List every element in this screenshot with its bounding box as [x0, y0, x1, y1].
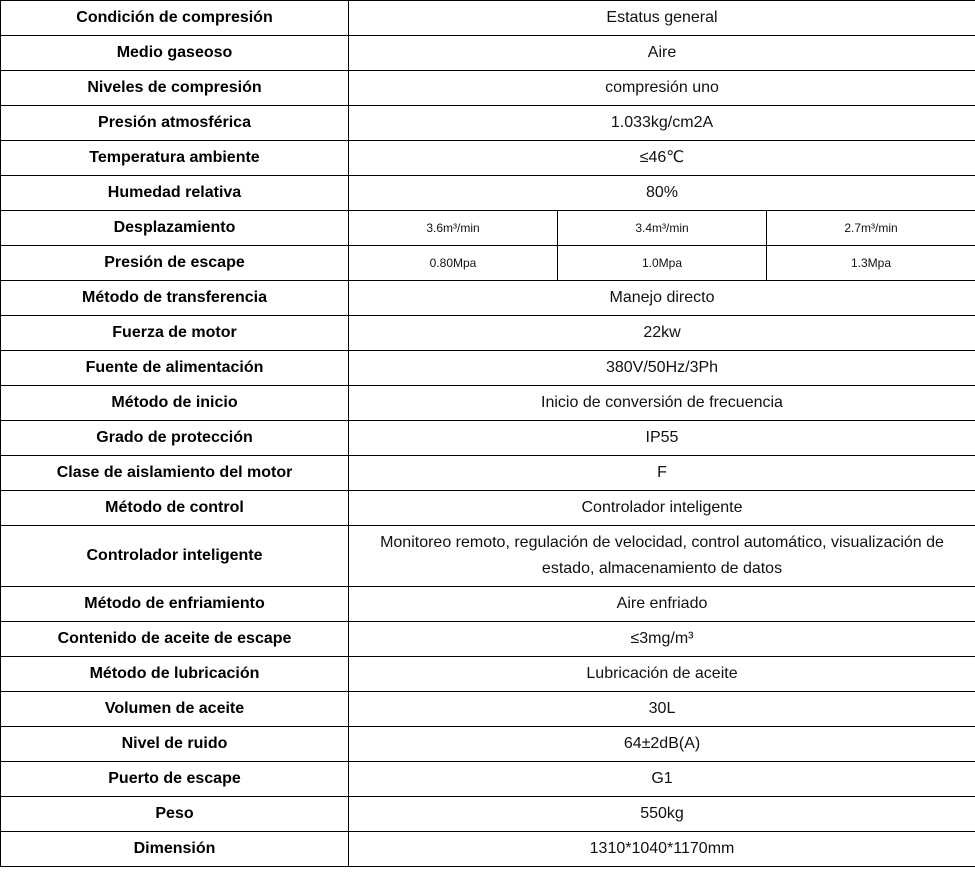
row-value: Inicio de conversión de frecuencia	[349, 386, 975, 421]
row-value: ≤46℃	[349, 141, 975, 176]
table-row	[1, 587, 975, 622]
row-label: Humedad relativa	[1, 176, 349, 211]
row-value: Aire enfriado	[349, 587, 975, 622]
row-label: Condición de compresión	[1, 1, 349, 36]
row-label: Peso	[1, 797, 349, 832]
row-value: 2.7m³/min	[767, 211, 975, 246]
row-value: 380V/50Hz/3Ph	[349, 351, 975, 386]
row-label: Fuente de alimentación	[1, 351, 349, 386]
table-row	[1, 526, 975, 587]
table-row	[1, 421, 975, 456]
table-row	[1, 246, 975, 281]
row-value: G1	[349, 762, 975, 797]
table-row	[1, 176, 975, 211]
row-value: 3.6m³/min	[349, 211, 558, 246]
table-row	[1, 491, 975, 526]
table-row	[1, 762, 975, 797]
row-value: 0.80Mpa	[349, 246, 558, 281]
row-label: Desplazamiento	[1, 211, 349, 246]
row-label: Puerto de escape	[1, 762, 349, 797]
row-value: Aire	[349, 36, 975, 71]
row-label: Clase de aislamiento del motor	[1, 456, 349, 491]
row-value: Manejo directo	[349, 281, 975, 316]
table-row	[1, 832, 975, 867]
row-label: Contenido de aceite de escape	[1, 622, 349, 657]
row-label: Método de control	[1, 491, 349, 526]
row-value: Estatus general	[349, 1, 975, 36]
row-label: Presión de escape	[1, 246, 349, 281]
table-row	[1, 657, 975, 692]
row-label: Nivel de ruido	[1, 727, 349, 762]
table-row	[1, 456, 975, 491]
row-value: 550kg	[349, 797, 975, 832]
row-value: 3.4m³/min	[558, 211, 767, 246]
row-label: Dimensión	[1, 832, 349, 867]
row-label: Temperatura ambiente	[1, 141, 349, 176]
table-row	[1, 727, 975, 762]
row-label: Controlador inteligente	[1, 526, 349, 587]
row-label: Volumen de aceite	[1, 692, 349, 727]
table-row	[1, 622, 975, 657]
row-value: 22kw	[349, 316, 975, 351]
row-label: Método de enfriamiento	[1, 587, 349, 622]
row-label: Medio gaseoso	[1, 36, 349, 71]
row-label: Método de lubricación	[1, 657, 349, 692]
row-value: 1.033kg/cm2A	[349, 106, 975, 141]
row-value: 30L	[349, 692, 975, 727]
row-value: Monitoreo remoto, regulación de velocidad, control automático, visualización de estado, almacenamiento de datos	[349, 526, 975, 587]
table-row	[1, 71, 975, 106]
row-label: Fuerza de motor	[1, 316, 349, 351]
row-value: ≤3mg/m³	[349, 622, 975, 657]
table-row	[1, 692, 975, 727]
row-value: 1.0Mpa	[558, 246, 767, 281]
table-row	[1, 1, 975, 36]
row-value: F	[349, 456, 975, 491]
table-row	[1, 106, 975, 141]
table-row	[1, 36, 975, 71]
row-label: Presión atmosférica	[1, 106, 349, 141]
row-value: Lubricación de aceite	[349, 657, 975, 692]
table-row	[1, 211, 975, 246]
row-label: Niveles de compresión	[1, 71, 349, 106]
row-value: 80%	[349, 176, 975, 211]
table-row	[1, 797, 975, 832]
table-row	[1, 316, 975, 351]
row-value: 1310*1040*1170mm	[349, 832, 975, 867]
table-row	[1, 141, 975, 176]
row-label: Grado de protección	[1, 421, 349, 456]
row-label: Método de transferencia	[1, 281, 349, 316]
table-row	[1, 281, 975, 316]
row-value: 1.3Mpa	[767, 246, 975, 281]
row-value: 64±2dB(A)	[349, 727, 975, 762]
row-value: compresión uno	[349, 71, 975, 106]
table-row	[1, 351, 975, 386]
table-row	[1, 386, 975, 421]
row-value: Controlador inteligente	[349, 491, 975, 526]
row-value: IP55	[349, 421, 975, 456]
row-label: Método de inicio	[1, 386, 349, 421]
